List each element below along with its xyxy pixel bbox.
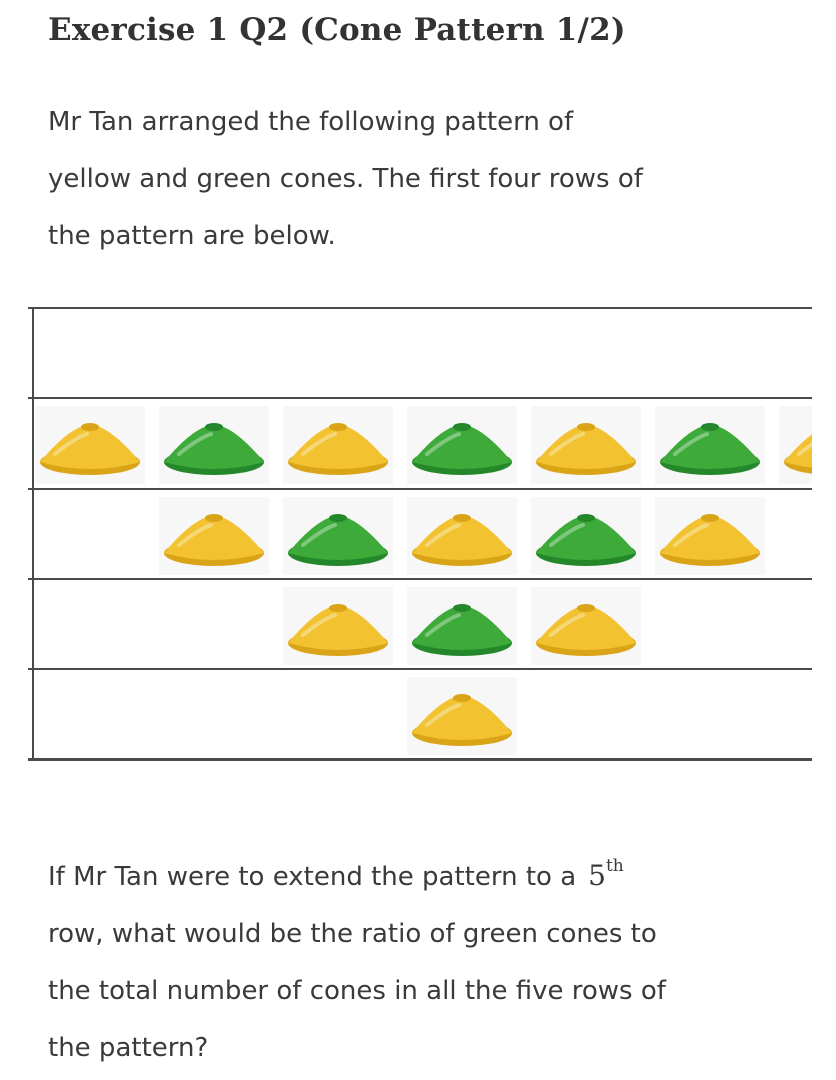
green-cone-icon (407, 595, 517, 659)
intro-line: Mr Tan arranged the following pattern of (48, 107, 574, 137)
green-cone-icon (531, 505, 641, 569)
cone-tile (407, 406, 517, 484)
cone-tile (35, 406, 145, 484)
yellow-cone-icon (655, 505, 765, 569)
table-border-bottom (28, 758, 812, 761)
question-line: the total number of cones in all the five rows of (48, 976, 666, 1006)
cone-tile (655, 406, 765, 484)
yellow-cone-icon (407, 685, 517, 749)
table-border-left (32, 307, 34, 761)
cone-tile (407, 587, 517, 665)
row-divider (28, 668, 812, 670)
green-cone-icon (407, 414, 517, 478)
cone-tile (407, 677, 517, 755)
green-cone-icon (655, 414, 765, 478)
ordinal-fifth (588, 856, 624, 892)
green-cone-icon (283, 505, 393, 569)
question-paragraph (48, 838, 818, 1077)
cone-tile (283, 497, 393, 575)
question-line (48, 838, 818, 906)
intro-paragraph (48, 94, 818, 265)
yellow-cone-icon (35, 414, 145, 478)
yellow-cone-icon (531, 414, 641, 478)
ordinal-number: 5 (588, 859, 606, 892)
yellow-cone-icon (779, 414, 812, 478)
green-cone-icon (159, 414, 269, 478)
question-line: row, what would be the ratio of green cones to (48, 919, 657, 949)
yellow-cone-icon (283, 414, 393, 478)
row-divider (28, 397, 812, 399)
cone-tile (159, 406, 269, 484)
cone-tile (531, 406, 641, 484)
cone-tile (283, 406, 393, 484)
cone-tile (531, 587, 641, 665)
table-border-top (28, 307, 812, 309)
cone-tile (159, 497, 269, 575)
yellow-cone-icon (407, 505, 517, 569)
yellow-cone-icon (531, 595, 641, 659)
intro-line: yellow and green cones. The first four rows of (48, 164, 643, 194)
yellow-cone-icon (283, 595, 393, 659)
cone-tile (283, 587, 393, 665)
cone-tile (655, 497, 765, 575)
page-title: Exercise 1 Q2 (Cone Pattern 1/2) (48, 12, 626, 48)
cone-tile (779, 406, 812, 484)
question-line-text: If Mr Tan were to extend the pattern to a (48, 862, 577, 892)
row-divider (28, 578, 812, 580)
cone-tile (407, 497, 517, 575)
intro-line: the pattern are below. (48, 221, 336, 251)
cone-tile (531, 497, 641, 575)
ordinal-suffix: th (605, 856, 624, 876)
row-divider (28, 488, 812, 490)
yellow-cone-icon (159, 505, 269, 569)
question-line: the pattern? (48, 1033, 209, 1063)
